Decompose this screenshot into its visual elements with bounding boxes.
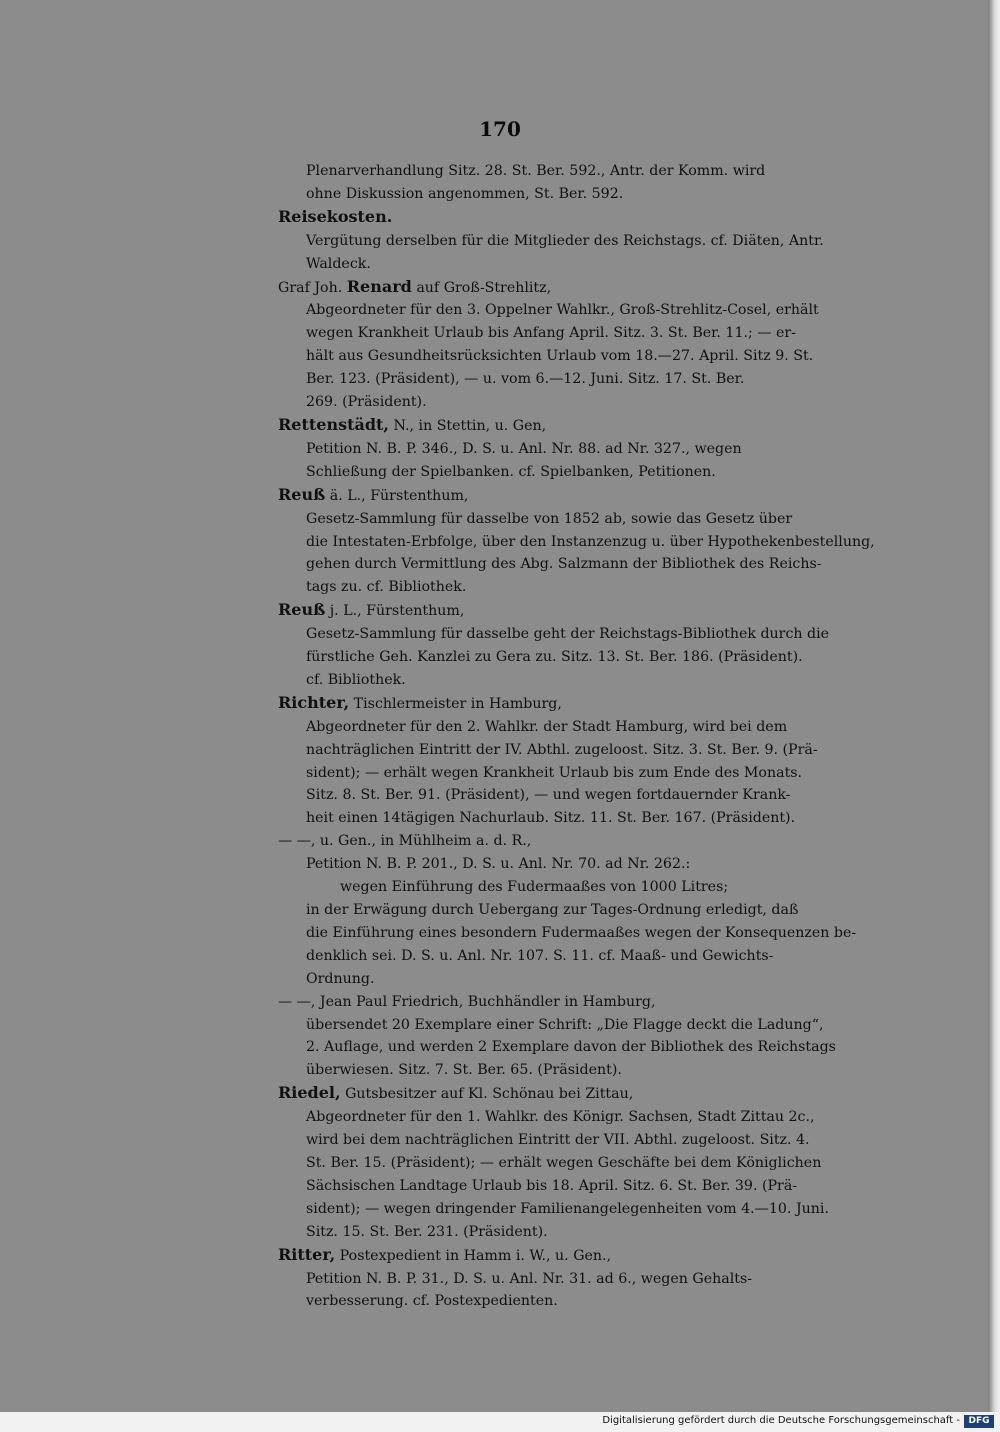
entry-text: nachträglichen Eintritt der IV. Abthl. zugeloost. Sitz. 3. St. Ber. 9. (Prä-: [306, 741, 818, 758]
entry-keyword: Richter,: [278, 692, 350, 712]
entry-text: überwiesen. Sitz. 7. St. Ber. 65. (Präsident).: [306, 1062, 622, 1079]
entry-text-line: [278, 368, 846, 391]
entry-heading: [278, 599, 846, 623]
entry-text-line: [278, 1059, 846, 1082]
entry-text: — —, Jean Paul Friedrich, Buchhändler in Hamburg,: [278, 993, 656, 1010]
footer-bar: [0, 1412, 1000, 1432]
entry-text-line: [278, 461, 846, 484]
entry-heading: [278, 1244, 846, 1268]
entry-text: Sächsischen Landtage Urlaub bis 18. April. Sitz. 6. St. Ber. 39. (Prä-: [306, 1177, 798, 1194]
entry-text: Ordnung.: [306, 970, 375, 987]
entry-text: N., in Stettin, u. Gen,: [388, 417, 547, 434]
entry-text-line: [278, 669, 846, 692]
entry-text-line: [278, 807, 846, 830]
entry-text: gehen durch Vermittlung des Abg. Salzmann der Bibliothek des Reichs-: [306, 556, 822, 573]
entry-text-line: [278, 853, 846, 876]
entry-text: tags zu. cf. Bibliothek.: [306, 579, 467, 596]
entry-text-line: [278, 784, 846, 807]
entry-text: die Einführung eines besondern Fudermaaßes wegen der Konsequenzen be-: [306, 924, 857, 941]
entry-text-line: [278, 391, 846, 414]
entry-text: fürstliche Geh. Kanzlei zu Gera zu. Sitz. 13. St. Ber. 186. (Präsident).: [306, 649, 803, 666]
entry-keyword: Reuß: [278, 600, 326, 620]
entry-text-line: [278, 160, 846, 183]
entry-text-line: [278, 623, 846, 646]
entry-text: Schließung der Spielbanken. cf. Spielbanken, Petitionen.: [306, 463, 716, 480]
entry-text: hält aus Gesundheitsrücksichten Urlaub vom 18.—27. April. Sitz 9. St.: [306, 348, 814, 365]
entry-text-line: [278, 1221, 846, 1244]
entry-text: Abgeordneter für den 3. Oppelner Wahlkr., Groß-Strehlitz-Cosel, erhält: [306, 302, 819, 319]
page-number: 170: [479, 117, 521, 141]
entry-text-line: [278, 253, 846, 276]
entry-text: sident); — erhält wegen Krankheit Urlaub bis zum Ende des Monats.: [306, 764, 803, 781]
dfg-logo-icon: DFG: [964, 1415, 994, 1428]
entry-heading: [278, 484, 846, 508]
index-text-block: [278, 160, 875, 1313]
entry-text: sident); — wegen dringender Familienangelegenheiten vom 4.—10. Juni.: [306, 1200, 829, 1217]
entry-text-line: [278, 1036, 846, 1059]
entry-heading: [278, 276, 846, 300]
entry-text-line: [278, 322, 846, 345]
entry-text-line: [278, 1198, 846, 1221]
entry-text: wegen Einführung des Fudermaaßes von 1000 Litres;: [340, 879, 729, 896]
entry-text-line: [278, 1014, 846, 1037]
entry-text-line: [278, 299, 846, 322]
entry-text-line: [278, 183, 846, 206]
entry-text-line: [278, 899, 846, 922]
entry-text: Ber. 123. (Präsident), — u. vom 6.—12. Juni. Sitz. 17. St. Ber.: [306, 371, 745, 388]
entry-keyword: Reuß: [278, 484, 326, 504]
entry-text-line: [278, 531, 875, 554]
entry-text: 269. (Präsident).: [306, 394, 427, 411]
entry-text-line: [278, 1290, 846, 1313]
entry-text: Abgeordneter für den 1. Wahlkr. des Königr. Sachsen, Stadt Zittau 2c.,: [306, 1109, 815, 1126]
entry-text-line: [278, 1152, 846, 1175]
entry-text: heit einen 14tägigen Nachurlaub. Sitz. 11. St. Ber. 167. (Präsident).: [306, 810, 796, 827]
entry-text-line: [278, 1175, 846, 1198]
entry-text: Tischlermeister in Hamburg,: [349, 695, 562, 712]
entry-text: übersendet 20 Exemplare einer Schrift: „Die Flagge deckt die Ladung“,: [306, 1016, 824, 1033]
footer-credit: Digitalisierung gefördert durch die Deutsche Forschungsgemeinschaft -: [602, 1415, 960, 1426]
entry-text-line: [278, 716, 846, 739]
entry-heading: [278, 414, 846, 438]
entry-text: Petition N. B. P. 346., D. S. u. Anl. Nr. 88. ad Nr. 327., wegen: [306, 440, 742, 457]
entry-text: St. Ber. 15. (Präsident); — erhält wegen Geschäfte bei dem Königlichen: [306, 1154, 822, 1171]
entry-text-line: [278, 1129, 846, 1152]
entry-text: Postexpedient in Hamm i. W., u. Gen.,: [335, 1247, 612, 1264]
entry-text: wegen Krankheit Urlaub bis Anfang April. Sitz. 3. St. Ber. 11.; — er-: [306, 325, 796, 342]
entry-text: die Intestaten-Erbfolge, über den Instanzenzug u. über Hypothekenbestellung,: [306, 533, 875, 550]
entry-text: j. L., Fürstenthum,: [325, 603, 465, 620]
entry-text: Gutsbesitzer auf Kl. Schönau bei Zittau,: [340, 1086, 634, 1103]
entry-text-line: [278, 345, 846, 368]
entry-text: ohne Diskussion angenommen, St. Ber. 592.: [306, 185, 624, 202]
entry-text-line: [278, 508, 846, 531]
entry-text-line: [278, 553, 846, 576]
entry-keyword: Reisekosten.: [278, 206, 393, 226]
entry-text: Abgeordneter für den 2. Wahlkr. der Stadt Hamburg, wird bei dem: [306, 718, 788, 735]
entry-text-line: [278, 739, 846, 762]
entry-text-line: [278, 968, 846, 991]
entry-text-line: [278, 646, 846, 669]
entry-text-line: [278, 945, 846, 968]
entry-text-line: [278, 762, 846, 785]
entry-text-line: [278, 576, 846, 599]
entry-text: Vergütung derselben für die Mitglieder des Reichstags. cf. Diäten, Antr.: [306, 232, 824, 249]
entry-text-line: [278, 230, 846, 253]
page-edge: [988, 0, 1000, 1412]
entry-text: Waldeck.: [306, 255, 371, 272]
entry-text-line: [278, 876, 846, 899]
entry-text: — —, u. Gen., in Mühlheim a. d. R.,: [278, 833, 532, 850]
entry-text-line: [278, 438, 846, 461]
entry-text-line: [278, 922, 857, 945]
entry-keyword: Renard: [346, 276, 412, 296]
entry-text: Petition N. B. P. 201., D. S. u. Anl. Nr. 70. ad Nr. 262.:: [306, 856, 691, 873]
entry-text-line: [278, 1106, 846, 1129]
entry-keyword: Riedel,: [278, 1083, 341, 1103]
entry-prefix: Graf Joh.: [278, 279, 347, 296]
entry-keyword: Rettenstädt,: [278, 414, 389, 434]
entry-heading: [278, 830, 846, 853]
entry-text: wird bei dem nachträglichen Eintritt der VII. Abthl. zugeloost. Sitz. 4.: [306, 1132, 810, 1149]
entry-text: verbesserung. cf. Postexpedienten.: [306, 1293, 558, 1310]
entry-heading: [278, 991, 846, 1014]
entry-text: denklich sei. D. S. u. Anl. Nr. 107. S. 11. cf. Maaß- und Gewichts-: [306, 947, 774, 964]
entry-text: Sitz. 15. St. Ber. 231. (Präsident).: [306, 1223, 548, 1240]
entry-text: Sitz. 8. St. Ber. 91. (Präsident), — und wegen fortdauernder Krank-: [306, 787, 791, 804]
entry-text-line: [278, 1268, 846, 1291]
entry-heading: [278, 692, 846, 716]
entry-text: cf. Bibliothek.: [306, 671, 406, 688]
entry-text: 2. Auflage, und werden 2 Exemplare davon der Bibliothek des Reichstags: [306, 1039, 836, 1056]
entry-keyword: Ritter,: [278, 1244, 336, 1264]
entry-text: in der Erwägung durch Uebergang zur Tages-Ordnung erledigt, daß: [306, 902, 799, 918]
entry-text: Petition N. B. P. 31., D. S. u. Anl. Nr. 31. ad 6., wegen Gehalts-: [306, 1270, 753, 1287]
entry-heading: [278, 206, 846, 230]
entry-heading: [278, 1082, 846, 1106]
entry-text: ä. L., Fürstenthum,: [325, 487, 469, 504]
entry-text: Gesetz-Sammlung für dasselbe von 1852 ab, sowie das Gesetz über: [306, 510, 793, 527]
entry-text: auf Groß-Strehlitz,: [411, 279, 552, 296]
entry-text: Gesetz-Sammlung für dasselbe geht der Reichstags-Bibliothek durch die: [306, 626, 830, 643]
entry-text: Plenarverhandlung Sitz. 28. St. Ber. 592., Antr. der Komm. wird: [306, 163, 766, 179]
